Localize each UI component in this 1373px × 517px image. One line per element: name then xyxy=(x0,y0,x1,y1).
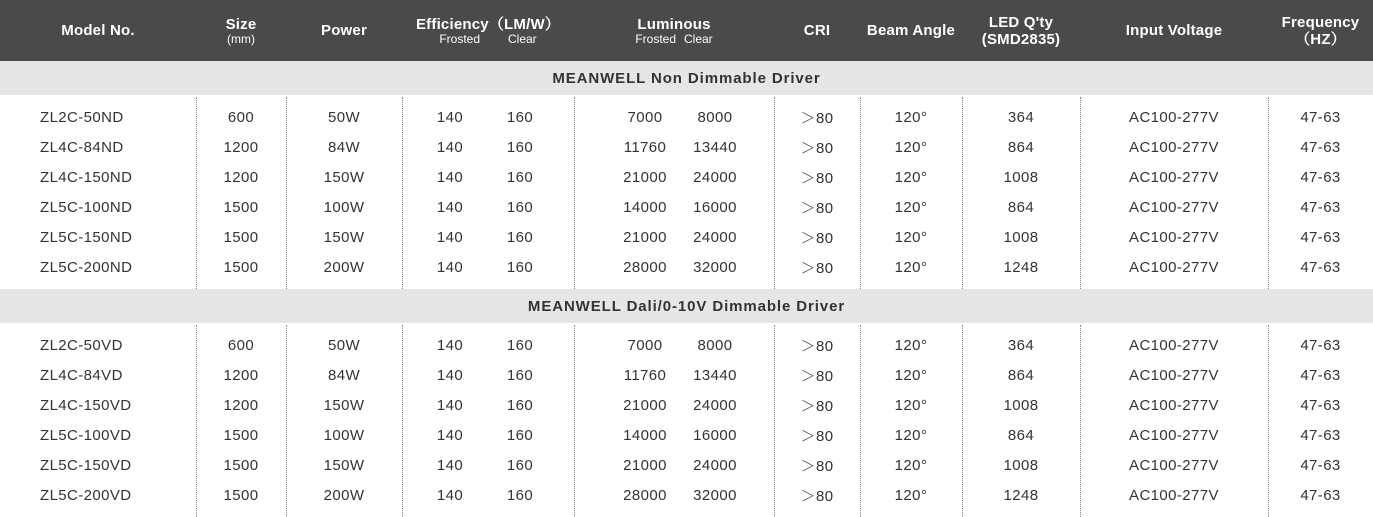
cell-freq: 47-63 xyxy=(1300,108,1341,126)
cell-model: ZL2C-50VD xyxy=(40,336,123,354)
cell-beam: 120° xyxy=(894,396,928,414)
cell-beam: 120° xyxy=(894,198,928,216)
cell-lum-clear: 13440 xyxy=(693,138,737,156)
header-power-label: Power xyxy=(320,22,367,39)
header-cri-label: CRI xyxy=(803,22,831,39)
cell-freq: 47-63 xyxy=(1300,258,1341,276)
cell-eff-frosted: 140 xyxy=(436,168,464,186)
cell-eff-frosted: 140 xyxy=(436,138,464,156)
cell-voltage: AC100-277V xyxy=(1129,258,1219,276)
cell-power: 200W xyxy=(323,486,365,504)
cell-power: 150W xyxy=(323,228,365,246)
column-divider xyxy=(1268,97,1269,289)
cell-lum-frosted: 21000 xyxy=(623,168,667,186)
cell-cri: ＞80 xyxy=(800,367,834,385)
cell-freq: 47-63 xyxy=(1300,198,1341,216)
header-led-qty-sub: (SMD2835) xyxy=(981,30,1061,48)
cell-lum-clear: 24000 xyxy=(693,168,737,186)
cell-beam: 120° xyxy=(894,228,928,246)
cell-led: 1008 xyxy=(1003,396,1039,414)
cell-size: 1500 xyxy=(223,486,259,504)
cell-size: 1500 xyxy=(223,198,259,216)
cell-led: 1008 xyxy=(1003,168,1039,186)
cell-cri: ＞80 xyxy=(800,487,834,505)
table-row xyxy=(0,360,1373,390)
cell-beam: 120° xyxy=(894,108,928,126)
cell-eff-frosted: 140 xyxy=(436,336,464,354)
cell-eff-frosted: 140 xyxy=(436,258,464,276)
cell-beam: 120° xyxy=(894,168,928,186)
table-row xyxy=(0,252,1373,282)
cell-cri: ＞80 xyxy=(800,259,834,277)
cell-cri: ＞80 xyxy=(800,199,834,217)
cell-model: ZL4C-84ND xyxy=(40,138,124,156)
cell-model: ZL5C-150VD xyxy=(40,456,132,474)
cell-power: 50W xyxy=(327,336,361,354)
cell-eff-frosted: 140 xyxy=(436,486,464,504)
cell-eff-clear: 160 xyxy=(506,168,534,186)
cell-cri: ＞80 xyxy=(800,169,834,187)
cell-voltage: AC100-277V xyxy=(1129,198,1219,216)
cell-voltage: AC100-277V xyxy=(1129,138,1219,156)
cell-power: 150W xyxy=(323,168,365,186)
cell-voltage: AC100-277V xyxy=(1129,426,1219,444)
column-divider xyxy=(286,97,287,289)
cell-led: 864 xyxy=(1007,366,1035,384)
cell-voltage: AC100-277V xyxy=(1129,108,1219,126)
header-efficiency-clear: Clear xyxy=(508,31,537,46)
cell-beam: 120° xyxy=(894,366,928,384)
table-row xyxy=(0,222,1373,252)
table-row xyxy=(0,330,1373,360)
header-frequency-label: Frequency xyxy=(1281,13,1360,31)
table-row xyxy=(0,102,1373,132)
column-divider xyxy=(574,97,575,289)
cell-eff-clear: 160 xyxy=(506,456,534,474)
cell-voltage: AC100-277V xyxy=(1129,168,1219,186)
column-divider xyxy=(286,325,287,517)
cell-eff-frosted: 140 xyxy=(436,198,464,216)
cell-size: 1500 xyxy=(223,258,259,276)
cell-size: 1500 xyxy=(223,456,259,474)
header-luminous xyxy=(574,0,774,61)
cell-led: 1008 xyxy=(1003,228,1039,246)
cell-voltage: AC100-277V xyxy=(1129,228,1219,246)
column-divider xyxy=(402,325,403,517)
cell-eff-clear: 160 xyxy=(506,366,534,384)
cell-size: 1200 xyxy=(223,396,259,414)
table-row xyxy=(0,132,1373,162)
header-luminous-frosted: Frosted xyxy=(635,31,676,46)
cell-lum-frosted: 28000 xyxy=(623,486,667,504)
table-row xyxy=(0,390,1373,420)
cell-lum-clear: 13440 xyxy=(693,366,737,384)
cell-led: 1008 xyxy=(1003,456,1039,474)
header-efficiency xyxy=(402,0,574,61)
cell-lum-clear: 8000 xyxy=(697,336,733,354)
cell-power: 100W xyxy=(323,426,365,444)
cell-beam: 120° xyxy=(894,456,928,474)
section-header: MEANWELL Non Dimmable Driver xyxy=(0,61,1373,95)
cell-power: 84W xyxy=(327,366,361,384)
header-size xyxy=(196,0,286,61)
cell-lum-clear: 16000 xyxy=(693,198,737,216)
cell-voltage: AC100-277V xyxy=(1129,396,1219,414)
header-model xyxy=(0,0,196,61)
cell-freq: 47-63 xyxy=(1300,396,1341,414)
column-divider xyxy=(860,325,861,517)
cell-cri: ＞80 xyxy=(800,337,834,355)
cell-cri: ＞80 xyxy=(800,139,834,157)
cell-model: ZL5C-200ND xyxy=(40,258,133,276)
cell-eff-clear: 160 xyxy=(506,336,534,354)
header-frequency-unit: （HZ） xyxy=(1295,30,1346,48)
header-size-label: Size xyxy=(225,15,257,33)
cell-power: 100W xyxy=(323,198,365,216)
cell-model: ZL2C-50ND xyxy=(40,108,124,126)
cell-size: 1200 xyxy=(223,138,259,156)
cell-model: ZL4C-150ND xyxy=(40,168,133,186)
cell-lum-frosted: 14000 xyxy=(623,198,667,216)
cell-lum-clear: 24000 xyxy=(693,456,737,474)
cell-cri: ＞80 xyxy=(800,229,834,247)
header-efficiency-frosted: Frosted xyxy=(439,31,480,46)
cell-model: ZL5C-100VD xyxy=(40,426,132,444)
cell-size: 1200 xyxy=(223,366,259,384)
cell-lum-frosted: 21000 xyxy=(623,228,667,246)
cell-led: 1248 xyxy=(1003,258,1039,276)
cell-led: 864 xyxy=(1007,138,1035,156)
cell-eff-frosted: 140 xyxy=(436,426,464,444)
header-size-unit: (mm) xyxy=(227,31,255,46)
cell-beam: 120° xyxy=(894,336,928,354)
header-efficiency-label: Efficiency（LM/W） xyxy=(415,15,561,33)
cell-led: 864 xyxy=(1007,426,1035,444)
column-divider xyxy=(774,325,775,517)
table-header xyxy=(0,0,1373,61)
cell-beam: 120° xyxy=(894,138,928,156)
header-luminous-clear: Clear xyxy=(684,31,713,46)
cell-lum-frosted: 11760 xyxy=(623,366,667,384)
column-divider xyxy=(196,97,197,289)
header-frequency xyxy=(1268,0,1373,61)
cell-led: 364 xyxy=(1007,336,1035,354)
column-divider xyxy=(860,97,861,289)
cell-size: 600 xyxy=(227,336,255,354)
column-divider xyxy=(962,325,963,517)
column-divider xyxy=(574,325,575,517)
cell-power: 84W xyxy=(327,138,361,156)
cell-power: 150W xyxy=(323,456,365,474)
column-divider xyxy=(774,97,775,289)
cell-power: 50W xyxy=(327,108,361,126)
cell-eff-frosted: 140 xyxy=(436,228,464,246)
cell-eff-clear: 160 xyxy=(506,228,534,246)
cell-led: 864 xyxy=(1007,198,1035,216)
cell-beam: 120° xyxy=(894,486,928,504)
column-divider xyxy=(1080,325,1081,517)
cell-lum-clear: 16000 xyxy=(693,426,737,444)
cell-lum-clear: 32000 xyxy=(693,258,737,276)
cell-power: 200W xyxy=(323,258,365,276)
column-divider xyxy=(196,325,197,517)
cell-eff-clear: 160 xyxy=(506,198,534,216)
cell-eff-frosted: 140 xyxy=(436,108,464,126)
cell-cri: ＞80 xyxy=(800,109,834,127)
column-divider xyxy=(402,97,403,289)
cell-model: ZL5C-200VD xyxy=(40,486,132,504)
cell-size: 600 xyxy=(227,108,255,126)
cell-lum-frosted: 7000 xyxy=(627,108,663,126)
cell-model: ZL4C-150VD xyxy=(40,396,132,414)
table-row xyxy=(0,192,1373,222)
cell-freq: 47-63 xyxy=(1300,366,1341,384)
cell-cri: ＞80 xyxy=(800,457,834,475)
cell-lum-clear: 32000 xyxy=(693,486,737,504)
header-led-qty xyxy=(962,0,1080,61)
cell-lum-frosted: 21000 xyxy=(623,456,667,474)
cell-freq: 47-63 xyxy=(1300,138,1341,156)
cell-voltage: AC100-277V xyxy=(1129,486,1219,504)
cell-size: 1500 xyxy=(223,228,259,246)
cell-model: ZL5C-150ND xyxy=(40,228,133,246)
cell-voltage: AC100-277V xyxy=(1129,456,1219,474)
cell-eff-clear: 160 xyxy=(506,426,534,444)
cell-size: 1500 xyxy=(223,426,259,444)
header-beam-angle xyxy=(860,0,962,61)
cell-freq: 47-63 xyxy=(1300,456,1341,474)
column-divider xyxy=(962,97,963,289)
column-divider xyxy=(1080,97,1081,289)
column-divider xyxy=(1268,325,1269,517)
header-beam-angle-label: Beam Angle xyxy=(866,22,956,39)
cell-beam: 120° xyxy=(894,258,928,276)
table-row xyxy=(0,420,1373,450)
cell-eff-clear: 160 xyxy=(506,138,534,156)
cell-lum-frosted: 7000 xyxy=(627,336,663,354)
header-model-label: Model No. xyxy=(61,22,135,39)
cell-lum-clear: 24000 xyxy=(693,228,737,246)
cell-freq: 47-63 xyxy=(1300,168,1341,186)
table-row xyxy=(0,450,1373,480)
header-led-qty-label: LED Q'ty xyxy=(988,13,1054,31)
cell-eff-clear: 160 xyxy=(506,258,534,276)
cell-lum-frosted: 14000 xyxy=(623,426,667,444)
cell-eff-clear: 160 xyxy=(506,396,534,414)
cell-eff-frosted: 140 xyxy=(436,366,464,384)
cell-model: ZL4C-84VD xyxy=(40,366,123,384)
table-row xyxy=(0,162,1373,192)
header-cri xyxy=(774,0,860,61)
cell-voltage: AC100-277V xyxy=(1129,336,1219,354)
cell-freq: 47-63 xyxy=(1300,336,1341,354)
cell-eff-clear: 160 xyxy=(506,108,534,126)
cell-cri: ＞80 xyxy=(800,397,834,415)
cell-lum-clear: 24000 xyxy=(693,396,737,414)
cell-model: ZL5C-100ND xyxy=(40,198,133,216)
cell-voltage: AC100-277V xyxy=(1129,366,1219,384)
cell-lum-frosted: 11760 xyxy=(623,138,667,156)
header-input-voltage-label: Input Voltage xyxy=(1125,22,1223,39)
cell-beam: 120° xyxy=(894,426,928,444)
cell-power: 150W xyxy=(323,396,365,414)
table-row xyxy=(0,480,1373,510)
cell-lum-clear: 8000 xyxy=(697,108,733,126)
cell-lum-frosted: 28000 xyxy=(623,258,667,276)
header-luminous-label: Luminous xyxy=(637,15,711,33)
cell-eff-frosted: 140 xyxy=(436,396,464,414)
section-header: MEANWELL Dali/0-10V Dimmable Driver xyxy=(0,289,1373,323)
header-power xyxy=(286,0,402,61)
cell-eff-clear: 160 xyxy=(506,486,534,504)
cell-led: 364 xyxy=(1007,108,1035,126)
cell-freq: 47-63 xyxy=(1300,228,1341,246)
cell-lum-frosted: 21000 xyxy=(623,396,667,414)
cell-cri: ＞80 xyxy=(800,427,834,445)
cell-eff-frosted: 140 xyxy=(436,456,464,474)
header-input-voltage xyxy=(1080,0,1268,61)
cell-size: 1200 xyxy=(223,168,259,186)
cell-freq: 47-63 xyxy=(1300,426,1341,444)
cell-freq: 47-63 xyxy=(1300,486,1341,504)
cell-led: 1248 xyxy=(1003,486,1039,504)
